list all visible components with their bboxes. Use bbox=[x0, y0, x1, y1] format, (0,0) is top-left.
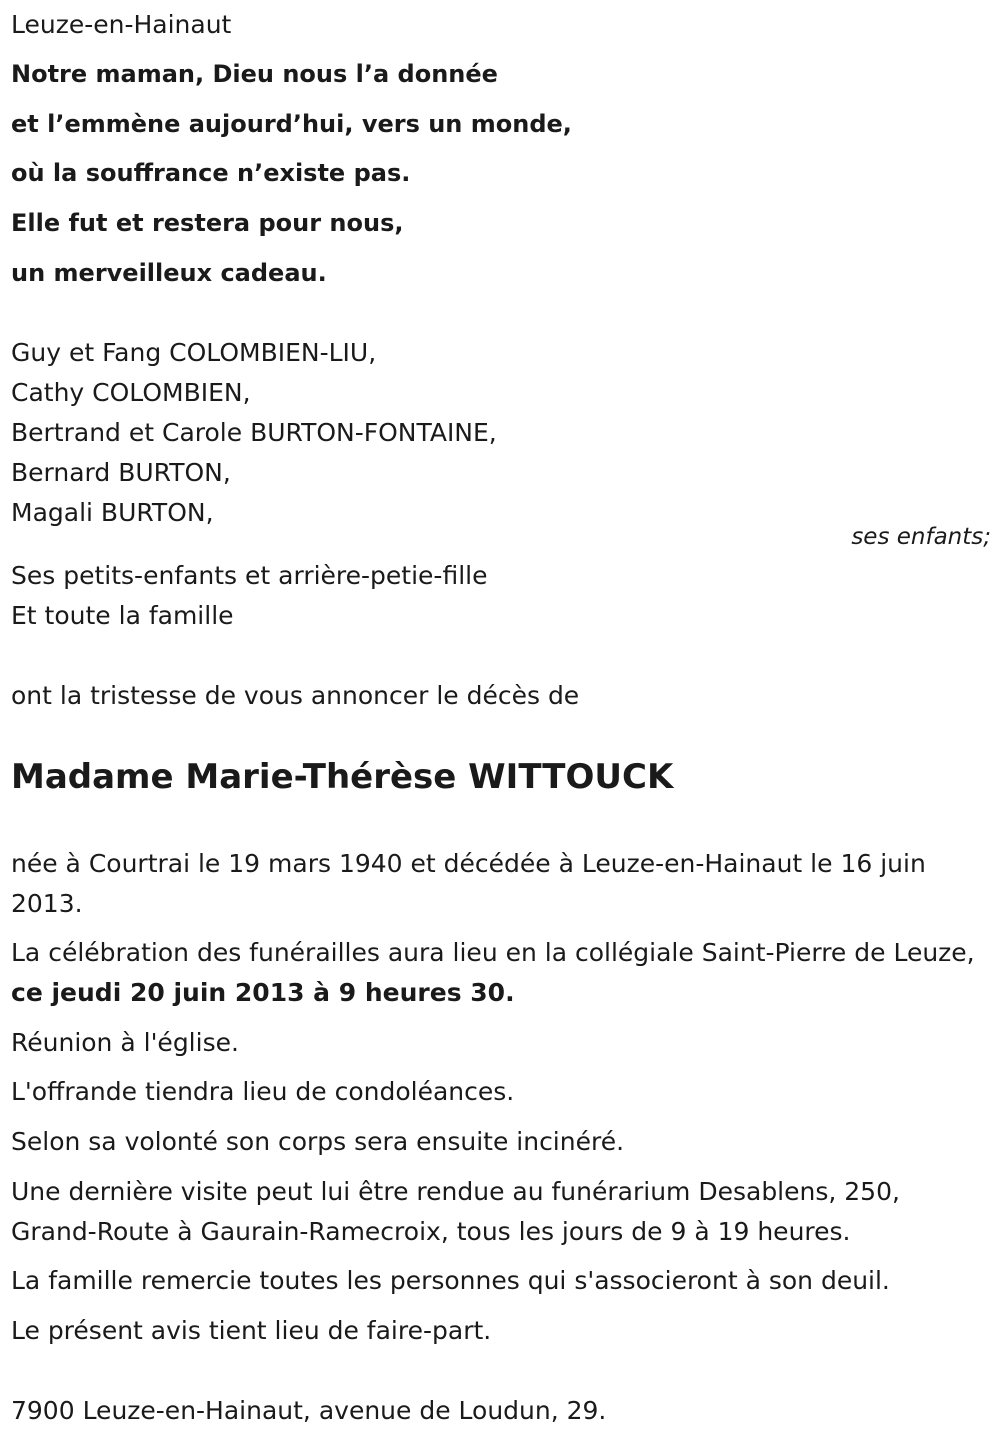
poem-line-3: où la souffrance n’existe pas. bbox=[11, 159, 411, 187]
child-line-1: Guy et Fang COLOMBIEN-LIU, bbox=[11, 338, 377, 367]
funeral-paragraph bbox=[11, 933, 986, 1013]
poem-line-5: un merveilleux cadeau. bbox=[11, 259, 327, 287]
child-line-5: Magali BURTON, bbox=[11, 498, 214, 527]
child-line-2: Cathy COLOMBIEN, bbox=[11, 378, 251, 407]
poem-line-2: et l’emmène aujourd’hui, vers un monde, bbox=[11, 110, 572, 138]
child-line-3: Bertrand et Carole BURTON-FONTAINE, bbox=[11, 418, 497, 447]
announcement-line: ont la tristesse de vous annoncer le décès de bbox=[11, 681, 580, 710]
family-line-2: Et toute la famille bbox=[11, 601, 234, 630]
birth-death-paragraph: née à Courtrai le 19 mars 1940 et décédée à Leuze-en-Hainaut le 16 juin 2013. bbox=[11, 849, 926, 918]
poem-line-4: Elle fut et restera pour nous, bbox=[11, 209, 404, 237]
children-label: ses enfants; bbox=[851, 524, 991, 550]
family-line-1: Ses petits-enfants et arrière-petie-fille bbox=[11, 561, 488, 590]
deceased-name: Madame Marie-Thérèse WITTOUCK bbox=[11, 757, 674, 797]
funeral-text: La célébration des funérailles aura lieu en la collégiale Saint-Pierre de Leuze, bbox=[11, 938, 975, 967]
address-line: 7900 Leuze-en-Hainaut, avenue de Loudun, 29. bbox=[11, 1396, 607, 1425]
offering-paragraph: L'offrande tiendra lieu de condoléances. bbox=[11, 1077, 515, 1106]
notice-paragraph: Le présent avis tient lieu de faire-part. bbox=[11, 1316, 492, 1345]
thanks-paragraph: La famille remercie toutes les personnes qui s'associeront à son deuil. bbox=[11, 1266, 890, 1295]
visit-paragraph: Une dernière visite peut lui être rendue au funérarium Desablens, 250, Grand-Route à Gaurain-Ramecroix, tous les jours de 9 à 19 heures. bbox=[11, 1177, 900, 1246]
funeral-date-time: ce jeudi 20 juin 2013 à 9 heures 30. bbox=[11, 978, 515, 1007]
cremation-paragraph: Selon sa volonté son corps sera ensuite incinéré. bbox=[11, 1127, 625, 1156]
poem-line-1: Notre maman, Dieu nous l’a donnée bbox=[11, 60, 498, 88]
place-heading: Leuze-en-Hainaut bbox=[11, 10, 232, 39]
meeting-paragraph: Réunion à l'église. bbox=[11, 1028, 239, 1057]
child-line-4: Bernard BURTON, bbox=[11, 458, 231, 487]
